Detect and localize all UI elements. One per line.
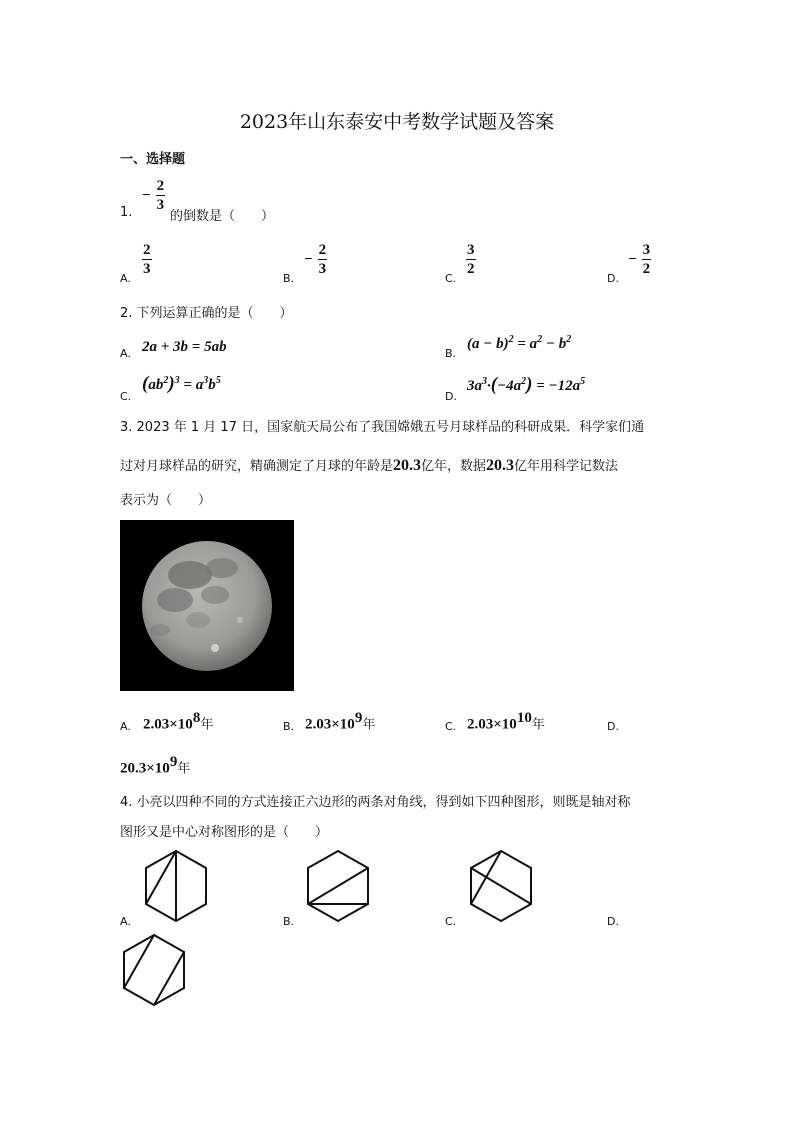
q4-option-d-label: D. (607, 915, 619, 928)
q1-option-a-value[interactable] (142, 243, 152, 277)
q1-option-b-value[interactable] (304, 243, 327, 277)
q1-text: 的倒数是（ ） (170, 209, 275, 224)
q3-option-d-value[interactable] (120, 754, 190, 777)
q3-d-exp: 9 (169, 754, 178, 770)
q1-frac-num: 2 (156, 178, 165, 194)
q4-line2: 图形又是中心对称图形的是（ ） (120, 825, 329, 840)
q3-b-exp: 9 (354, 710, 363, 726)
q1-d-den: 2 (642, 261, 651, 277)
q1-option-a-label: A. (120, 272, 131, 285)
q4-hexagon-b-icon[interactable] (304, 848, 372, 924)
q2-option-c-label: C. (120, 390, 132, 403)
q2-stem: 2. 下列运算正确的是（ ） (120, 306, 293, 321)
q2-option-b-label: B. (445, 347, 457, 360)
q3-line2b: 亿年，数据 (421, 459, 487, 474)
q3-line2c: 亿年用科学记数法 (514, 459, 619, 474)
q3-value-1: 20.3 (393, 457, 422, 474)
q3-line3: 表示为（ ） (120, 493, 212, 508)
q1-option-d-label: D. (607, 272, 619, 285)
q3-d-base: 20.3×10 (120, 760, 170, 777)
q2-option-d-expr[interactable]: $3a^3\cdot(-4a^2) = -12a^5$ (467, 374, 586, 395)
q3-line1: 3. 2023 年 1 月 17 日，国家航天局公布了我国嫦娥五号月球样品的科研成果．科学家们通 (120, 420, 645, 435)
q3-value-2: 20.3 (486, 457, 515, 474)
q4-line1: 4. 小亮以四种不同的方式连接正六边形的两条对角线，得到如下四种图形，则既是轴对称 (120, 795, 631, 810)
q4-hexagon-a-icon[interactable] (142, 848, 210, 924)
q2-option-d-label: D. (445, 390, 457, 403)
q4-option-c-label: C. (445, 915, 457, 928)
q1-d-sign: − (628, 251, 637, 268)
q3-option-a-value[interactable] (143, 710, 213, 733)
q1-minus: − (142, 187, 151, 204)
q2-option-c-expr[interactable]: $(ab^2)^3 = a^3b^5$ (142, 373, 221, 394)
q1-c-num: 3 (467, 242, 475, 258)
q1-d-num: 3 (642, 242, 651, 258)
q3-option-d-label: D. (607, 720, 619, 733)
q3-c-exp: 10 (516, 710, 532, 726)
q1-option-d-value[interactable] (628, 243, 651, 277)
q3-c-unit: 年 (531, 717, 545, 733)
q3-d-unit: 年 (177, 761, 191, 777)
q3-a-exp: 8 (192, 710, 201, 726)
q3-option-b-value[interactable] (305, 710, 375, 733)
q3-b-unit: 年 (362, 717, 376, 733)
q4-option-b-label: B. (283, 915, 295, 928)
q3-a-base: 2.03×10 (143, 716, 193, 733)
q3-b-base: 2.03×10 (305, 716, 355, 733)
q1-option-c-value[interactable] (466, 243, 476, 277)
q1-a-num: 2 (143, 242, 151, 258)
q3-c-base: 2.03×10 (467, 716, 517, 733)
q1-frac-den: 3 (156, 197, 165, 213)
q1-number: 1. (120, 205, 133, 220)
q1-b-num: 2 (318, 242, 327, 258)
q3-option-b-label: B. (283, 720, 295, 733)
q1-b-den: 3 (318, 261, 327, 277)
q1-b-sign: − (304, 251, 313, 268)
q4-hexagon-c-icon[interactable] (467, 848, 535, 924)
q1-fraction (142, 179, 165, 213)
q3-option-c-label: C. (445, 720, 457, 733)
q2-option-a-expr[interactable]: 2a + 3b = 5ab (142, 339, 227, 355)
q2-option-a-label: A. (120, 347, 131, 360)
moon-image (120, 520, 294, 691)
q3-line2 (120, 455, 618, 475)
q3-line2a: 过对月球样品的研究，精确测定了月球的年龄是 (120, 459, 394, 474)
q1-a-den: 3 (143, 261, 151, 277)
q1-option-b-label: B. (283, 272, 295, 285)
q3-option-a-label: A. (120, 720, 131, 733)
q2-option-b-expr[interactable]: $(a - b)^2 = a^2 - b^2$ (467, 334, 572, 352)
q1-option-c-label: C. (445, 272, 457, 285)
page-title: 2023年山东泰安中考数学试题及答案 (239, 111, 555, 133)
q3-a-unit: 年 (200, 717, 214, 733)
q1-c-den: 2 (467, 261, 475, 277)
q3-option-c-value[interactable] (467, 710, 545, 733)
q4-hexagon-d-icon[interactable] (120, 932, 188, 1008)
q4-option-a-label: A. (120, 915, 131, 928)
section-heading: 一、选择题 (120, 152, 186, 167)
moon-icon (120, 520, 294, 691)
